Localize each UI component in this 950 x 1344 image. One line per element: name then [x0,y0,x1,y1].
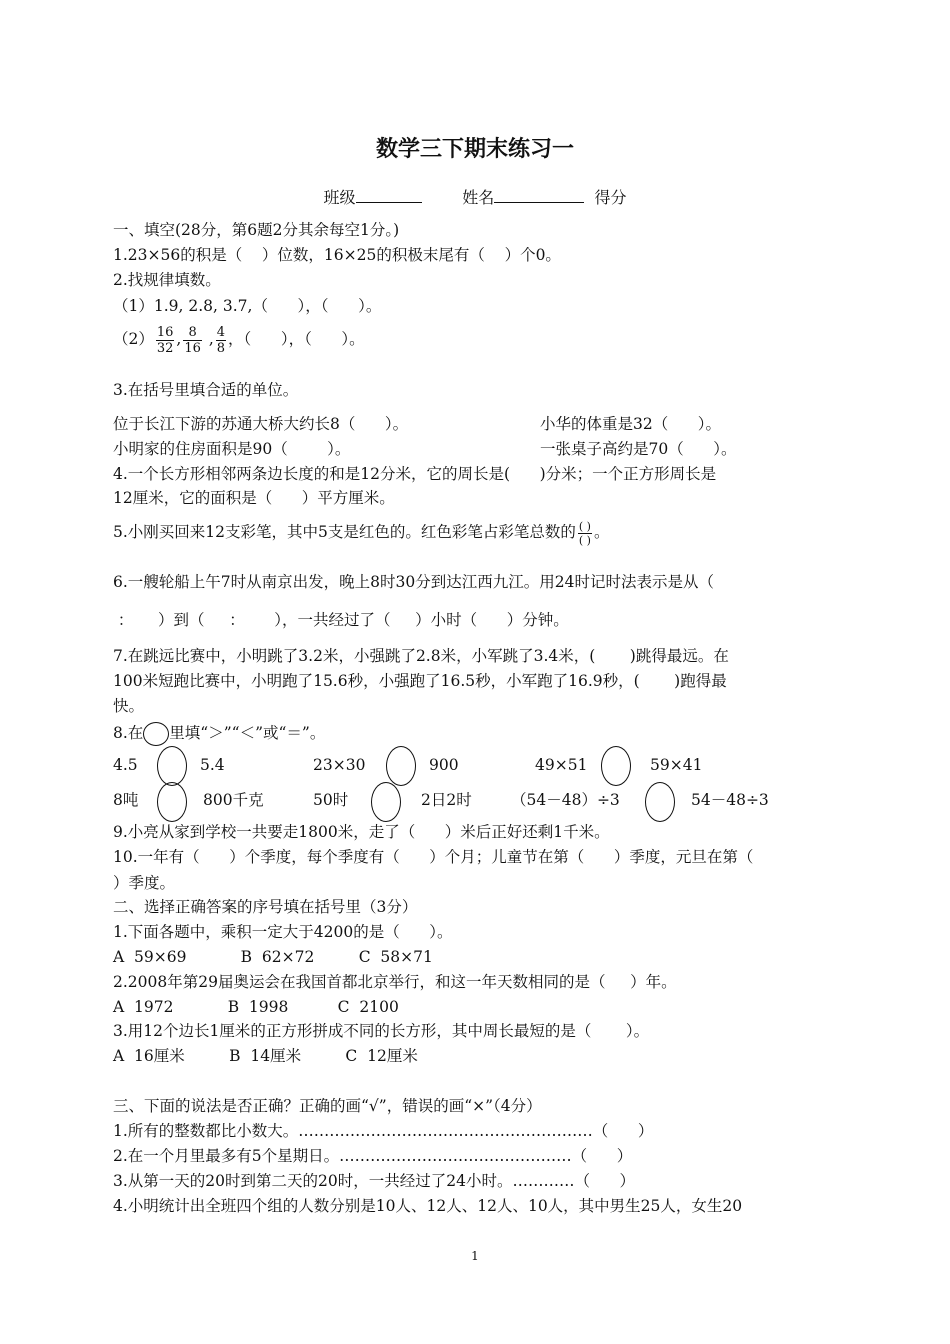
fraction-blank[interactable]: $\frac{( )}{( )}$ [578,519,591,547]
question-1-3-d: 一张桌子高约是70（ ）。 [540,440,737,458]
student-info-line [0,185,950,208]
section1-heading: 一、填空(28分，第6题2分其余每空1分。) [113,221,400,239]
question-1-2-2: （2） $\frac{16}{32}$ , $\frac{8}{16}$ , $\frac{4}{8}$ ，（ ），（ ）。 [113,324,365,356]
question-1-3: 3.在括号里填合适的单位。 [113,381,299,399]
compare-oval-5[interactable] [371,782,401,822]
compare-oval-4[interactable] [157,782,187,822]
question-1-4-line1: 4.一个长方形相邻两条边长度的和是12分米，它的周长是( )分米；一个正方形周长是 [113,465,717,483]
compare-6-right: 54－48÷3 [691,791,769,809]
question-1-2: 2.找规律填数。 [113,271,221,289]
q2-2-prefix: （2） [113,330,154,348]
page-title: 数学三下期末练习一 [375,137,574,162]
question-3-4: 4.小明统计出全班四个组的人数分别是10人、12人、12人、10人，其中男生25人，女生20 [113,1197,743,1215]
q5-text: 5.小刚买回来12支彩笔，其中5支是红色的。红色彩笔占彩笔总数的 [113,523,576,541]
name-blank[interactable] [494,188,584,203]
compare-4-right: 800千克 [203,791,264,809]
fraction-4-8: $\frac{4}{8}$ [216,324,226,356]
score-label: 得分 [594,188,627,207]
question-1-5 [113,512,610,552]
question-1-10-line1: 10.一年有（ ）个季度，每个季度有（ ）个月；儿童节在第（ ）季度，元旦在第（ [113,848,754,866]
compare-3-right: 59×41 [650,756,703,774]
compare-3-left: 49×51 [535,756,588,774]
q8-text-b: 里填“＞”“＜”或“＝”。 [169,724,326,742]
question-1-7-line1: 7.在跳远比赛中，小明跳了3.2米，小强跳了2.8米，小军跳了3.4米，( )跳得最远。在 [113,647,729,665]
question-1-6-line1: 6.一艘轮船上午7时从南京出发，晚上8时30分到达江西九江。用24时记时法表示是从（ [113,573,714,591]
q2-2-suffix: ，（ ），（ ）。 [228,330,365,348]
question-1-8 [113,721,325,746]
question-2-2: 2.2008年第29届奥运会在我国首都北京举行，和这一年天数相同的是（ ）年。 [113,973,677,991]
question-2-1-options: A 59×69 B 62×72 C 58×71 [113,948,433,966]
q8-text-a: 8.在 [113,724,144,742]
question-3-2: 2.在一个月里最多有5个星期日。………………………………………（ ） [113,1147,633,1165]
question-2-2-options: A 1972 B 1998 C 2100 [113,998,399,1016]
compare-oval-6[interactable] [645,782,675,822]
question-1-6-line2: ： ）到（ ： ），一共经过了（ ）小时（ ）分钟。 [113,611,569,629]
compare-4-left: 8吨 [113,791,139,809]
compare-oval-1[interactable] [157,746,187,786]
question-1-3-c: 小明家的住房面积是90（ ）。 [113,440,351,458]
question-1-4-line2: 12厘米，它的面积是（ ）平方厘米。 [113,489,395,507]
section3-heading: 三、下面的说法是否正确？正确的画“√”，错误的画“×”（4分） [113,1097,542,1115]
compare-2-right: 900 [429,756,459,774]
fraction-8-16: $\frac{8}{16}$ [184,324,201,356]
compare-oval-2[interactable] [386,746,416,786]
q5-end: 。 [593,523,610,541]
question-3-3: 3.从第一天的20时到第二天的20时，一共经过了24小时。…………（ ） [113,1172,636,1190]
class-label: 班级 [323,188,356,207]
compare-1-left: 4.5 [113,756,138,774]
question-2-3: 3.用12个边长1厘米的正方形拼成不同的长方形，其中周长最短的是（ ）。 [113,1022,650,1040]
question-2-3-options: A 16厘米 B 14厘米 C 12厘米 [113,1047,418,1065]
question-1-3-b: 小华的体重是32（ ）。 [540,415,722,433]
fraction-16-32: $\frac{16}{32}$ [156,324,174,356]
question-1-9: 9.小亮从家到学校一共要走1800米，走了（ ）米后正好还剩1千米。 [113,823,610,841]
compare-6-left: （54－48）÷3 [511,791,620,809]
question-1-10-line2: ）季度。 [113,874,176,892]
question-1-2-1: （1）1.9, 2.8, 3.7,（ ），（ ）。 [113,297,382,315]
question-2-1: 1.下面各题中，乘积一定大于4200的是（ ）。 [113,923,453,941]
section2-heading: 二、选择正确答案的序号填在括号里（3分） [113,898,418,916]
compare-oval-3[interactable] [601,746,631,786]
question-1-3-a: 位于长江下游的苏通大桥大约长8（ ）。 [113,415,409,433]
compare-5-right: 2日2时 [421,791,472,809]
question-1-7-line2: 100米短跑比赛中，小明跑了15.6秒，小强跑了16.5秒，小军跑了16.9秒，( )跑得最 [113,672,727,690]
name-label: 姓名 [462,188,495,207]
question-3-1: 1.所有的整数都比小数大。…………………………………………………（ ） [113,1122,654,1140]
page-number: 1 [471,1249,479,1263]
class-blank[interactable] [356,188,422,203]
compare-oval-example [143,722,169,746]
compare-5-left: 50时 [313,791,349,809]
compare-1-right: 5.4 [200,756,225,774]
compare-2-left: 23×30 [313,756,366,774]
question-1-1: 1.23×56的积是（ ）位数，16×25的积极末尾有（ ）个0。 [113,246,561,264]
question-1-7-line3: 快。 [113,697,145,715]
